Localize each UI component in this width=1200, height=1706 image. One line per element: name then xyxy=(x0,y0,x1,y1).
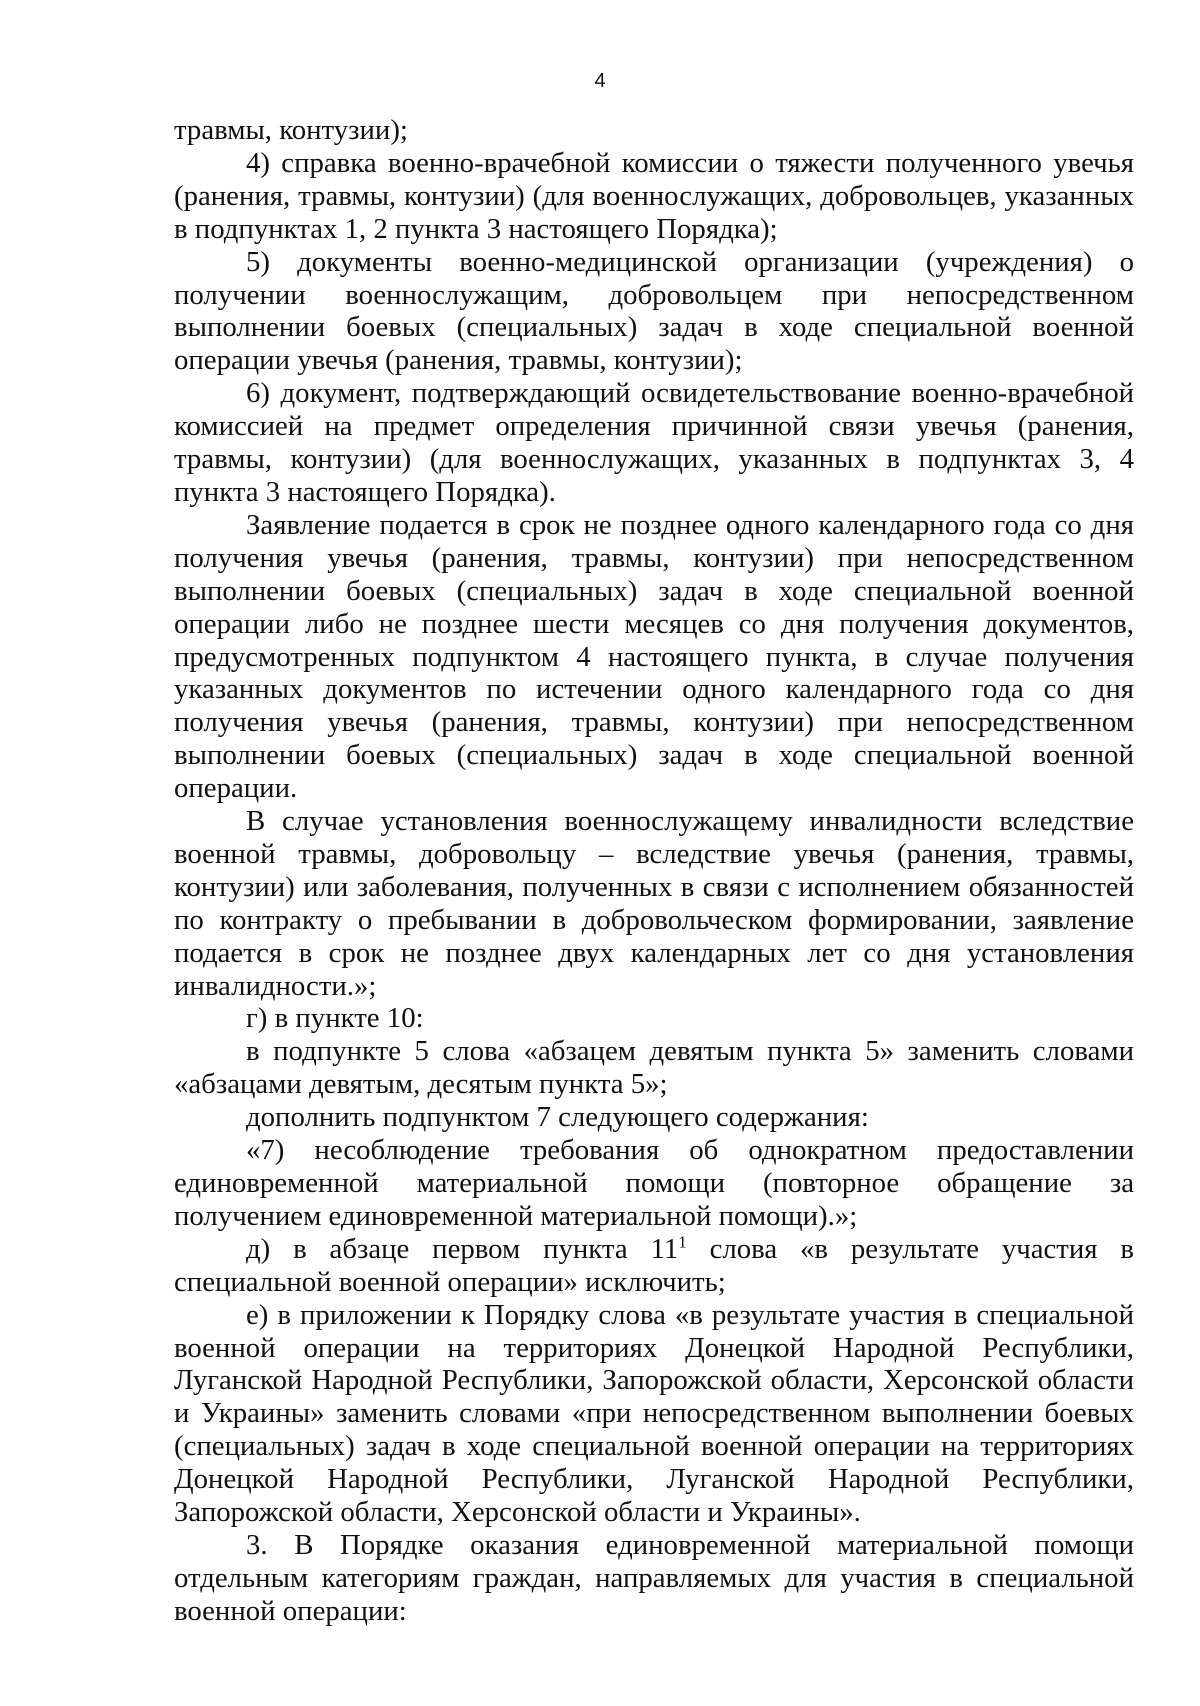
paragraph-application-deadline: Заявление подается в срок не позднее одного календарного года со дня получения увечья (ранения, травмы, контузии) при непосредственном выполнении боевых (специальных) задач в ходе специальной военной операции либо не позднее шести месяцев со дня получения документов, предусмотренных подпунктом 4 настоящего пункта, в случае получения указанных документов по истечении одного календарного года со дня получения увечья (ранения, травмы, контузии) при непосредственном выполнении боевых (специальных) задач в ходе специальной военной операции. xyxy=(174,508,1134,805)
paragraph-g: г) в пункте 10: xyxy=(246,1002,424,1035)
paragraph-subpoint-7-text: «7) несоблюдение требования об однократном предоставлении единовременной материальной помощи (повторное обращение за получением единовременной материальной помощи).»; xyxy=(174,1134,1134,1232)
paragraph-disability-case: В случае установления военнослужащему инвалидности вследствие военной травмы, добровольцу – вследствие увечья (ранения, травмы, контузии) или заболевания, полученных в связи с исполнением обязанностей по контракту о пребывании в добровольческом формировании, заявление подается в срок не позднее двух календарных лет со дня установления инвалидности.»; xyxy=(174,805,1134,1002)
page-number: 4 xyxy=(594,70,606,92)
paragraph-item-6: 6) документ, подтверждающий освидетельствование военно-врачебной комиссией на предмет определения причинной связи увечья (ранения, травмы, контузии) (для военнослужащих, указанных в подпунктах 3, 4 пункта 3 настоящего Порядка). xyxy=(174,377,1134,508)
paragraph-item-5: 5) документы военно-медицинской организации (учреждения) о получении военнослужащим, добровольцем при непосредственном выполнении боевых (специальных) задач в ходе специальной военной операции увечья (ранения, травмы, контузии); xyxy=(174,245,1134,377)
paragraph-e: е) в приложении к Порядку слова «в результате участия в специальной военной операции на территориях Донецкой Народной Республики, Луганской Народной Республики, Запорожской области, Херсонской области и Украины» заменить словами «при непосредственном выполнении боевых (специальных) задач в ходе специальной военной операции на территориях Донецкой Народной Республики, Луганской Народной Республики, Запорожской области, Херсонской области и Украины». xyxy=(174,1298,1134,1529)
paragraph-d-before: д) в абзаце первом пункта 11 xyxy=(246,1232,679,1265)
paragraph-d-after: слова «в результате участия в специальной военной операции» исключить; xyxy=(174,1232,1134,1298)
paragraph-d xyxy=(174,1233,1134,1299)
paragraph-add-subpoint-7: дополнить подпунктом 7 следующего содержания: xyxy=(246,1101,869,1134)
document-body xyxy=(174,114,1134,1628)
paragraph-section-3: 3. В Порядке оказания единовременной материальной помощи отдельным категориям граждан, направляемых для участия в специальной военной операции: xyxy=(174,1528,1134,1627)
paragraph-continuation: травмы, контузии); xyxy=(174,114,408,146)
paragraph-d-superscript: 1 xyxy=(678,1232,687,1252)
paragraph-item-4: 4) справка военно-врачебной комиссии о тяжести полученного увечья (ранения, травмы, контузии) (для военнослужащих, добровольцев, указанных в подпунктах 1, 2 пункта 3 настоящего Порядка); xyxy=(174,146,1134,245)
paragraph-subpoint-5: в подпункте 5 слова «абзацем девятым пункта 5» заменить словами «абзацами девятым, десятым пункта 5»; xyxy=(174,1035,1134,1101)
